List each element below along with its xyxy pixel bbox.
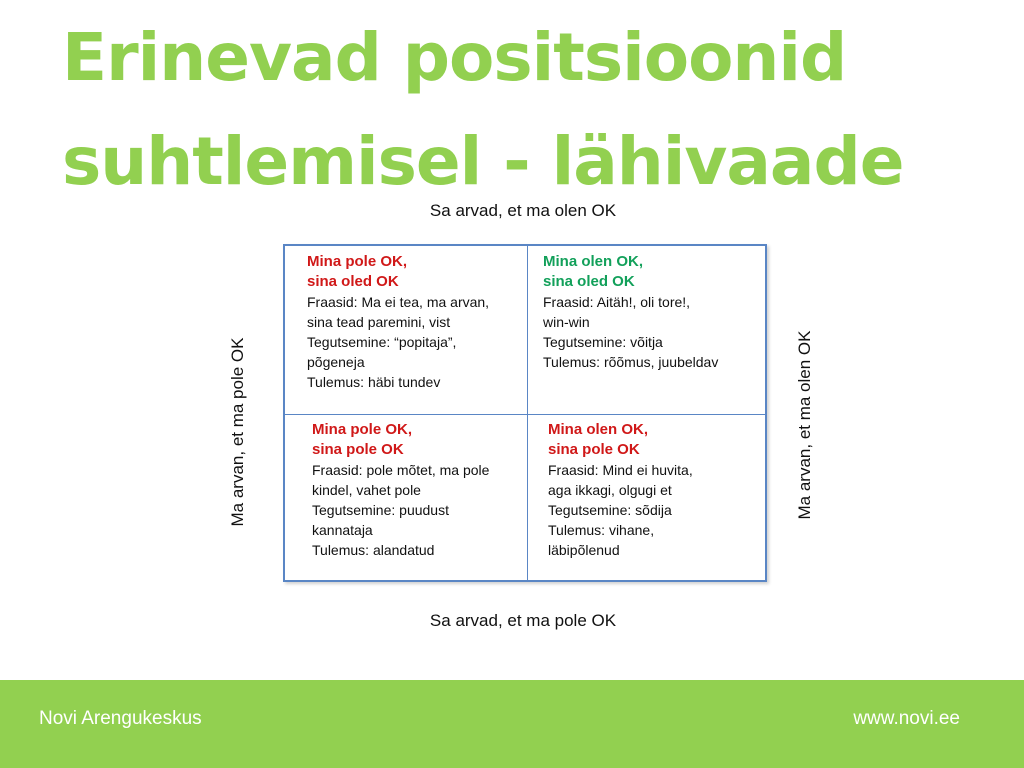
- quadrant-text-line: Tegutsemine: sõdija: [548, 502, 672, 518]
- quadrant-text-line: põgeneja: [307, 354, 365, 370]
- quadrant-bottom-right: [548, 420, 763, 560]
- quadrant-heading: Mina olen OK,: [548, 421, 649, 438]
- slide-title-line-1: Erinevad positsioonid: [62, 19, 847, 96]
- quadrant-heading: Mina olen OK,: [543, 253, 644, 270]
- quadrant-heading: sina oled OK: [307, 273, 399, 290]
- ok-corral-matrix: [283, 244, 767, 582]
- quadrant-bottom-left: [312, 420, 522, 560]
- axis-label-bottom: Sa arvad, et ma pole OK: [429, 611, 617, 630]
- quadrant-text-line: Fraasid: Aitäh!, oli tore!,: [543, 294, 691, 310]
- quadrant-text-line: Tulemus: rõõmus, juubeldav: [543, 354, 719, 370]
- quadrant-text-line: kindel, vahet pole: [312, 482, 421, 498]
- quadrant-heading: sina oled OK: [543, 273, 635, 290]
- axis-label-top: Sa arvad, et ma olen OK: [429, 201, 617, 220]
- quadrant-text-line: Tulemus: alandatud: [312, 542, 435, 558]
- matrix-horizontal-divider: [285, 414, 765, 415]
- quadrant-text-line: Tegutsemine: puudust: [312, 502, 449, 518]
- quadrant-text-line: Tulemus: häbi tundev: [307, 374, 441, 390]
- quadrant-text-line: Fraasid: Mind ei huvita,: [548, 462, 693, 478]
- quadrant-text-line: sina tead paremini, vist: [307, 314, 451, 330]
- footer-bar: [0, 680, 1024, 768]
- matrix-vertical-divider: [527, 246, 528, 580]
- footer-website: www.novi.ee: [853, 708, 960, 729]
- quadrant-text-line: Tulemus: vihane,: [548, 522, 655, 538]
- quadrant-top-right: [543, 252, 763, 372]
- quadrant-heading: sina pole OK: [312, 441, 404, 458]
- quadrant-text-line: win-win: [543, 314, 590, 330]
- quadrant-text-line: Fraasid: Ma ei tea, ma arvan,: [307, 294, 490, 310]
- slide-title: [62, 6, 1002, 214]
- quadrant-text-line: läbipõlenud: [548, 542, 620, 558]
- quadrant-top-left: [307, 252, 522, 392]
- quadrant-text-line: Fraasid: pole mõtet, ma pole: [312, 462, 490, 478]
- quadrant-text-line: kannataja: [312, 522, 373, 538]
- quadrant-heading: Mina pole OK,: [307, 253, 408, 270]
- quadrant-text-line: Tegutsemine: “popitaja”,: [307, 334, 457, 350]
- axis-label-right: Ma arvan, et ma olen OK: [795, 330, 814, 520]
- quadrant-heading: Mina pole OK,: [312, 421, 413, 438]
- quadrant-text-line: Tegutsemine: võitja: [543, 334, 663, 350]
- quadrant-heading: sina pole OK: [548, 441, 640, 458]
- slide-title-line-2: suhtlemisel - lähivaade: [62, 123, 904, 200]
- quadrant-text-line: aga ikkagi, olgugi et: [548, 482, 672, 498]
- footer-organization: Novi Arengukeskus: [39, 708, 202, 729]
- axis-label-left: Ma arvan, et ma pole OK: [228, 337, 247, 527]
